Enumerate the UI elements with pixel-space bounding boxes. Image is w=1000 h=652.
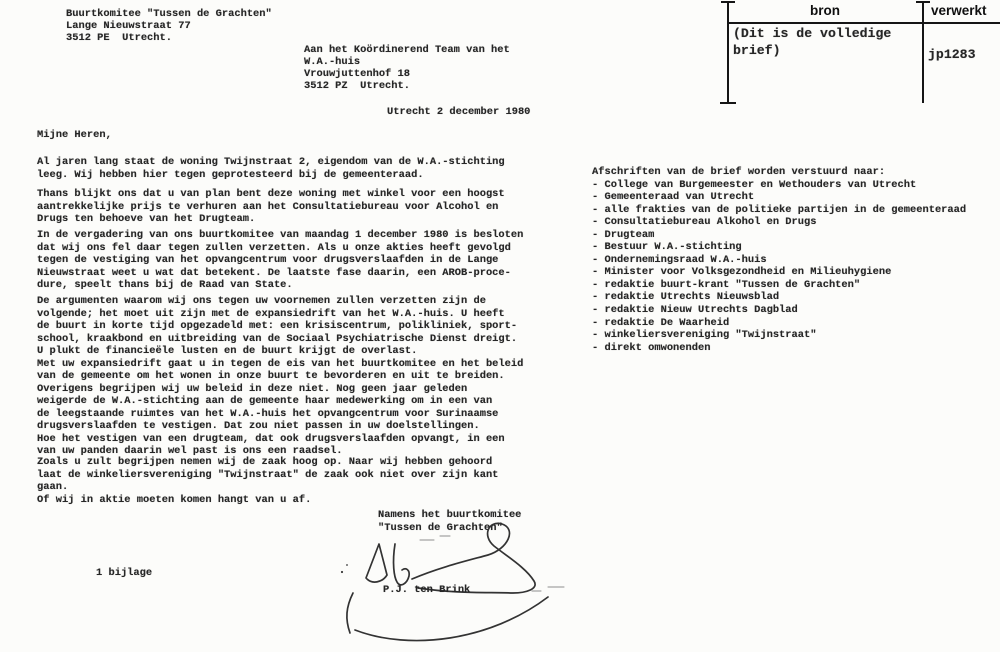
body-line: Zoals u zult begrijpen nemen wij de zaak hoog op. Naar wij hebben gehoord [37,456,493,468]
body-paragraph-4 [37,295,523,458]
signature-underline [355,597,548,641]
recipient-address-line: Aan het Koördinerend Team van het [304,44,510,56]
body-line: school, kraakbond en uitbreiding van de Sociaal Psychiatrische Dienst dreigt. [37,332,518,345]
copies-list-item: - Drugteam [592,228,655,241]
sender-address-line: Buurtkomitee "Tussen de Grachten" [66,8,272,20]
body-paragraph-5 [37,456,498,506]
signature-dash [420,536,450,540]
sender-address [66,8,272,44]
copies-list-item: - Bestuur W.A.-stichting [592,241,742,254]
copies-list-item: - direkt omwonenden [592,341,711,354]
body-line: Drugs ten behoeve van het Drugteam. [37,213,256,225]
copies-list-item: - Gemeenteraad van Utrecht [592,191,755,204]
table-column-divider [922,2,924,103]
body-line: de leegstaande ruimtes van het W.A.-huis het opvangcentrum voor Surinaamse [37,407,499,420]
date-line: Utrecht 2 december 1980 [387,106,531,118]
body-line: Al jaren lang staat de woning Twijnstraat 2, eigendom van de W.A.-stichting [37,156,505,168]
copies-list-item: - Minister voor Volksgezondheid en Milieuhygiene [592,266,892,279]
body-line: van de gemeente om het wonen in onze buurt te bevorderen en uit te breiden. [37,370,505,382]
body-line: volgende; het moet uit zijn met de expansiedrift van het W.A.-huis. U heeft [37,307,505,320]
copies-list-item: - redaktie Utrechts Nieuwsblad [592,291,780,304]
ink-dot [346,564,348,566]
copies-list-item: - Consultatiebureau Alkohol en Drugs [592,216,817,229]
signature-trailing-dash [532,587,564,591]
body-line: de buurt in korte tijd opgezadeld met: een krisiscentrum, polikliniek, sport- [37,320,518,332]
copies-list-item: - redaktie De Waarheid [592,316,730,329]
body-line: van uw panden daarin wel past is ons een raadsel. [37,445,343,457]
body-line: Hoe het vestigen van een drugteam, dat ook drugsverslaafden opvangt, in een [37,432,505,445]
table-bottom-tick [720,102,736,104]
sender-address-line: Lange Nieuwstraat 77 [66,20,191,33]
body-line: De argumenten waarom wij ons tegen uw voornemen zullen verzetten zijn de [37,295,486,307]
copies-list-item: - redaktie Nieuw Utrechts Dagblad [592,304,798,317]
signature-flourish [347,593,353,633]
body-line: dure, speelt thans bij de Raad van State. [37,279,293,291]
signer-name: P.J. ten Brink [383,584,471,596]
body-line: leeg. Wij hebben hier tegen geprotesteerd bij de gemeenteraad. [37,168,424,181]
recipient-address-line: Vrouwjuttenhof 18 [304,68,411,81]
copies-list-item: - winkeliersvereniging "Twijnstraat" [592,329,817,342]
copies-list-item: - redaktie buurt-krant "Tussen de Grachten" [592,278,861,291]
verwerkt-column-header: verwerkt [931,3,987,18]
closing-line: Namens het buurtkomitee [378,509,522,521]
signature-scribble [320,515,580,650]
table-header-rule [727,22,1000,24]
body-paragraph-2 [37,188,505,226]
signature-loop [412,523,535,593]
body-line: laat de winkeliersvereniging "Twijnstraat" de zaak ook niet over zijn kant [37,468,499,481]
copies-list-item: - Ondernemingsraad W.A.-huis [592,253,767,266]
copies-list-item: - College van Burgemeester en Wethouders van Utrecht [592,178,917,191]
signature-letter-b [394,544,410,585]
enclosure-note: 1 bijlage [96,567,153,579]
copies-list [592,179,966,355]
closing-line: "Tussen de Grachten" [378,521,503,534]
body-line: U plukt de financieële lusten en de buurt krijgt de overlast. [37,345,418,357]
copies-list-item: - alle frakties van de politieke partijen in de gemeenteraad [592,203,967,216]
body-line: drugsverslaafden te vestigen. Dat zou niet passen in uw doelstellingen. [37,420,480,432]
body-line: weigerde de W.A.-stichting aan de gemeente haar medewerking om in een van [37,395,493,407]
body-line: In de vergadering van ons buurtkomitee van maandag 1 december 1980 is besloten [37,229,524,241]
signature-letter-a [366,544,387,582]
body-line: Overigens begrijpen wij uw beleid in deze niet. Nog geen jaar geleden [37,382,468,395]
body-line: Nieuwstraat weet u wat dat betekent. De laatste fase daarin, een AROB-proce- [37,266,511,279]
body-paragraph-1 [37,156,505,181]
recipient-address-line: W.A.-huis [304,56,361,69]
copies-section [592,166,966,354]
body-line: gaan. [37,481,69,493]
body-line: Met uw expansiedrift gaat u in tegen de eis van het buurtkomitee en het beleid [37,357,524,370]
body-line: aantrekkelijke prijs te verhuren aan het Consultatiebureau voor Alcohol en [37,200,499,213]
body-line: Thans blijkt ons dat u van plan bent deze woning met winkel voor een hoogst [37,188,505,200]
body-line: dat wij ons fel daar tegen zullen verzetten. Als u onze akties heeft gevolgd [37,241,511,254]
body-paragraph-3 [37,229,523,292]
recipient-address [304,44,510,92]
body-line: tegen de vestiging van het opvangcentrum voor drugsverslaafden in de Lange [37,254,499,266]
ink-dot [341,571,343,573]
bron-cell-note: (Dit is de volledige brief) [733,26,892,58]
body-line: Of wij in aktie moeten komen hangt van u af. [37,493,312,506]
bron-column-header: bron [810,3,840,18]
salutation: Mijne Heren, [37,129,112,141]
copies-header: Afschriften van de brief worden verstuurd naar: [592,166,886,178]
sender-address-line: 3512 PE Utrecht. [66,32,173,45]
recipient-address-line: 3512 PZ Utrecht. [304,80,411,93]
verwerkt-cell-code: jp1283 [928,47,976,62]
